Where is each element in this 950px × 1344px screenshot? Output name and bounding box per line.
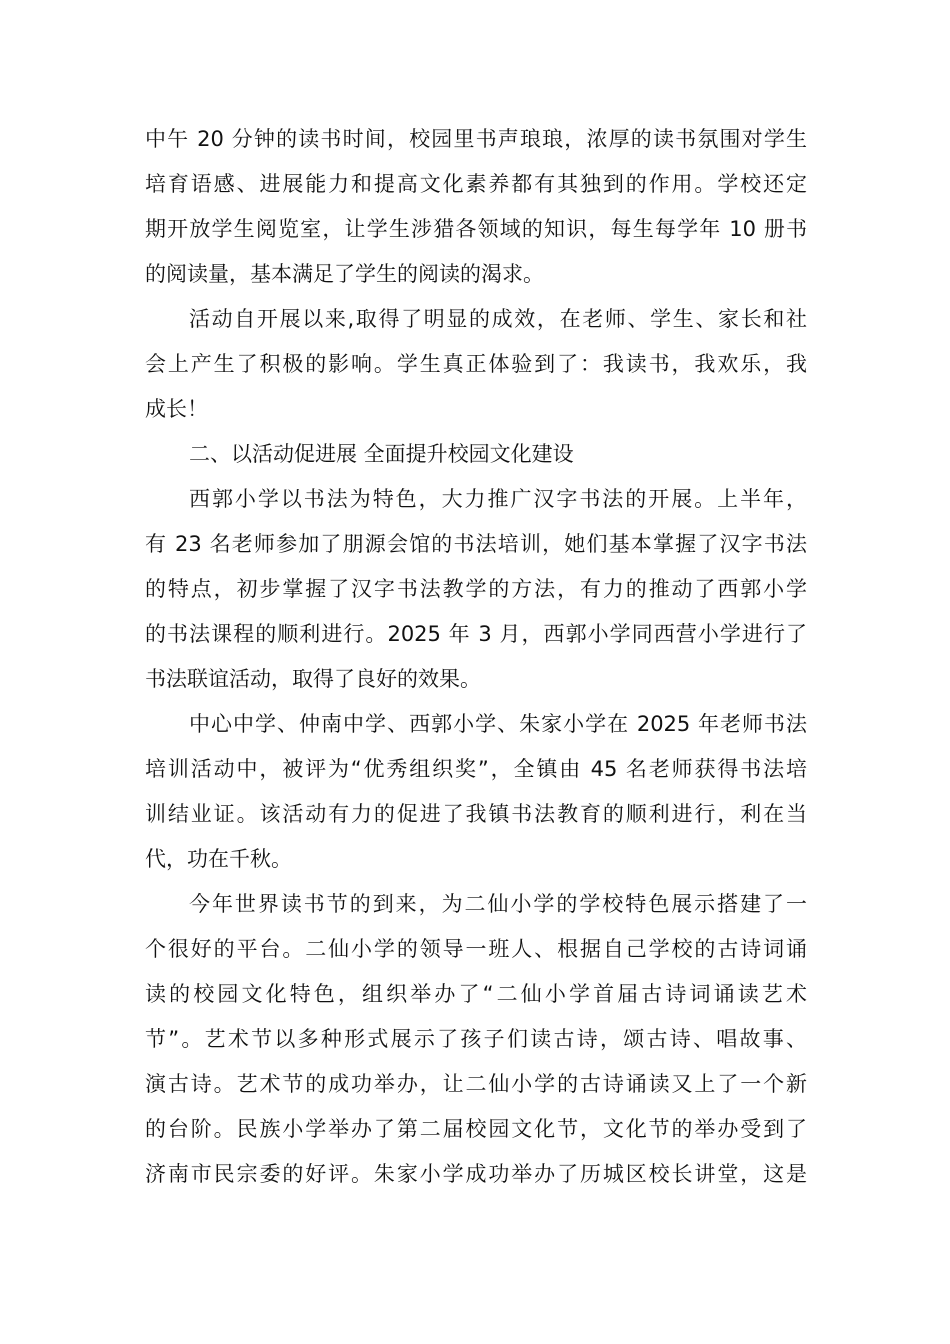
text-line: 的阅读量，基本满足了学生的阅读的渴求。	[145, 262, 544, 286]
text-line: 训结业证。该活动有力的促进了我镇书法教育的顺利进行，利在当	[145, 802, 807, 826]
text-line: 培训活动中，被评为“优秀组织奖”，全镇由 45 名老师获得书法培	[145, 757, 807, 781]
text-line: 中午 20 分钟的读书时间，校园里书声琅琅，浓厚的读书氛围对学生	[145, 127, 807, 151]
text-line: 成长！	[145, 397, 208, 421]
paragraph	[145, 297, 807, 432]
text-line: 的书法课程的顺利进行。2025 年 3 月，西郭小学同西营小学进行了	[145, 622, 807, 646]
paragraph	[145, 117, 807, 297]
text-line: 培育语感、进展能力和提高文化素养都有其独到的作用。学校还定	[145, 172, 807, 196]
text-line: 节”。艺术节以多种形式展示了孩子们读古诗，颂古诗、唱故事、	[145, 1027, 807, 1051]
paragraph	[145, 432, 807, 477]
document-body	[145, 117, 807, 1197]
paragraph	[145, 702, 807, 882]
text-line: 济南市民宗委的好评。朱家小学成功举办了历城区校长讲堂，这是	[145, 1162, 807, 1186]
text-line: 代，功在千秋。	[145, 847, 292, 871]
text-line: 西郭小学以书法为特色，大力推广汉字书法的开展。上半年，	[189, 487, 807, 511]
text-line: 个很好的平台。二仙小学的领导一班人、根据自己学校的古诗词诵	[145, 937, 807, 961]
text-line: 书法联谊活动，取得了良好的效果。	[145, 667, 481, 691]
text-line: 演古诗。艺术节的成功举办，让二仙小学的古诗诵读又上了一个新	[145, 1072, 807, 1096]
paragraph	[145, 882, 807, 1197]
paragraph	[145, 477, 807, 702]
text-line: 读的校园文化特色，组织举办了“二仙小学首届古诗词诵读艺术	[145, 982, 807, 1006]
text-line: 的特点，初步掌握了汉字书法教学的方法，有力的推动了西郭小学	[145, 577, 807, 601]
text-line: 会上产生了积极的影响。学生真正体验到了：我读书，我欢乐，我	[145, 352, 807, 376]
text-line: 的台阶。民族小学举办了第二届校园文化节，文化节的举办受到了	[145, 1117, 807, 1141]
text-line: 活动自开展以来,取得了明显的成效，在老师、学生、家长和社	[189, 307, 807, 331]
text-line: 有 23 名老师参加了朋源会馆的书法培训，她们基本掌握了汉字书法	[145, 532, 807, 556]
text-line: 今年世界读书节的到来，为二仙小学的学校特色展示搭建了一	[189, 892, 807, 916]
text-line: 中心中学、仲南中学、西郭小学、朱家小学在 2025 年老师书法	[189, 712, 807, 736]
text-line: 二、以活动促进展 全面提升校园文化建设	[189, 442, 574, 466]
text-line: 期开放学生阅览室，让学生涉猎各领域的知识，每生每学年 10 册书	[145, 217, 807, 241]
